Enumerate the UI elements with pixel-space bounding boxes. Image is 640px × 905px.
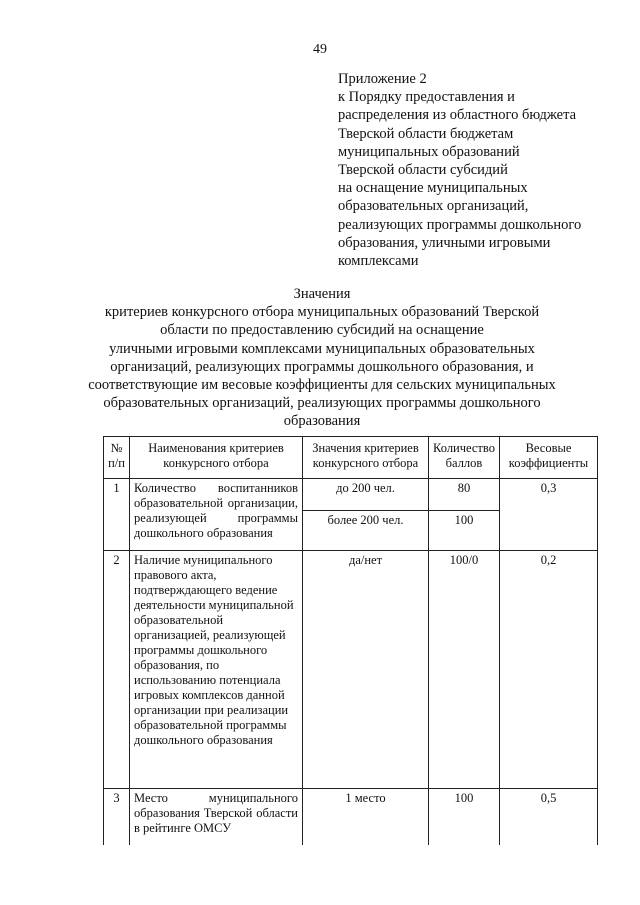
- document-title: [88, 285, 556, 431]
- appendix-line: распределения из областного бюджета: [338, 107, 577, 124]
- row-criterion: Место муниципального образования Тверской области в рейтинге ОМСУ: [130, 789, 303, 845]
- row-criterion: Наличие муниципального правового акта, подтверждающего ведение деятельности муниципальной образовательной организацией, реализующей программы дошкольного образования, по использованию потенциала игровых комплексов данной организации при реализации образовательной программы дошкольного образования: [130, 551, 303, 789]
- table-row: [104, 789, 598, 845]
- criteria-table: [103, 436, 598, 845]
- table-row: [104, 551, 598, 789]
- header-values: Значения критериев конкурсного отбора: [303, 437, 429, 479]
- row-num: 3: [104, 789, 130, 845]
- row-num: 2: [104, 551, 130, 789]
- title-line: уличными игровыми комплексами муниципальных образовательных: [109, 340, 535, 357]
- appendix-line: образования, уличными игровыми: [338, 234, 551, 251]
- row-coef: 0,2: [500, 551, 598, 789]
- row-value: 1 место: [303, 789, 429, 845]
- appendix-line: реализующих программы дошкольного: [338, 216, 582, 233]
- table-header-row: [104, 437, 598, 479]
- row-coef: 0,3: [500, 479, 598, 551]
- title-line: соответствующие им весовые коэффициенты для сельских муниципальных: [88, 377, 556, 394]
- title-line: области по предоставлению субсидий на оснащение: [160, 322, 484, 339]
- appendix-line: к Порядку предоставления и: [338, 89, 515, 106]
- title-line: критериев конкурсного отбора муниципальных образований Тверской: [104, 304, 540, 321]
- row-criterion: Количество воспитанников образовательной организации, реализующей программы дошкольного образования: [130, 479, 303, 551]
- title-line: организаций, реализующих программы дошкольного образования, и: [110, 358, 534, 375]
- row-points: 100/0: [429, 551, 500, 789]
- row-value: более 200 чел.: [303, 511, 429, 551]
- header-num: № п/п: [104, 437, 130, 479]
- header-coef: Весовые коэффициенты: [500, 437, 598, 479]
- table-row: [104, 479, 598, 511]
- title-heading: Значения: [293, 286, 351, 302]
- appendix-note: [338, 70, 608, 270]
- header-points: Количество баллов: [429, 437, 500, 479]
- row-num: 1: [104, 479, 130, 551]
- row-points: 80: [429, 479, 500, 511]
- header-name: Наименования критериев конкурсного отбора: [130, 437, 303, 479]
- appendix-line: Тверской области бюджетам: [338, 125, 514, 142]
- row-points: 100: [429, 789, 500, 845]
- row-coef: 0,5: [500, 789, 598, 845]
- page-number: 49: [313, 42, 327, 57]
- appendix-line: Приложение 2: [338, 71, 427, 87]
- appendix-line: комплексами: [338, 253, 419, 270]
- row-value: до 200 чел.: [303, 479, 429, 511]
- title-line: образования: [283, 413, 361, 430]
- appendix-line: Тверской области субсидий: [338, 162, 508, 179]
- appendix-line: на оснащение муниципальных: [338, 180, 528, 197]
- row-points: 100: [429, 511, 500, 551]
- row-value: да/нет: [303, 551, 429, 789]
- title-line: образовательных организаций, реализующих программы дошкольного: [103, 395, 541, 412]
- appendix-line: образовательных организаций,: [338, 198, 529, 215]
- appendix-line: муниципальных образований: [338, 143, 520, 160]
